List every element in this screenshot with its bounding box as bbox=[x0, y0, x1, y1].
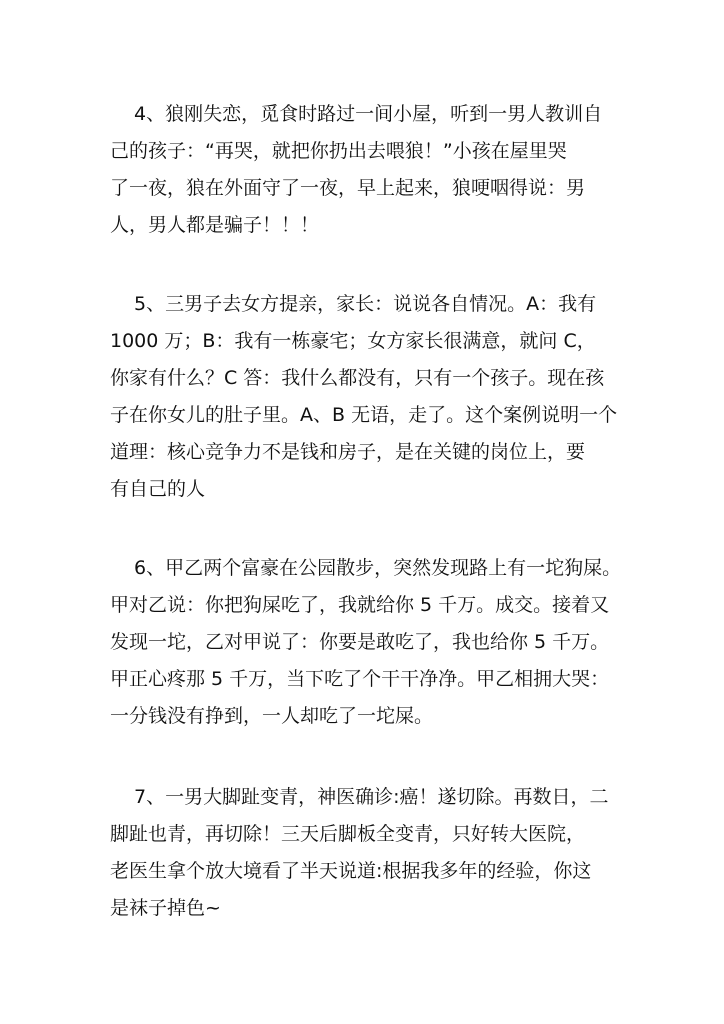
joke-paragraph-5 bbox=[110, 286, 670, 508]
paragraph-line: 4、狼刚失恋，觅食时路过一间小屋，听到一男人教训自 bbox=[134, 103, 603, 125]
joke-paragraph-6 bbox=[110, 550, 670, 735]
paragraph-line: 一分钱没有挣到，一人却吃了一坨屎。 bbox=[110, 705, 434, 727]
joke-paragraph-4 bbox=[110, 96, 670, 244]
paragraph-line: 发现一坨，乙对甲说了：你要是敢吃了，我也给你 5 千万。 bbox=[110, 631, 610, 653]
paragraph-line: 1000 万；B：我有一栋豪宅；女方家长很满意，就问 C， bbox=[110, 330, 596, 352]
paragraph-line: 有自己的人 bbox=[110, 478, 206, 500]
paragraph-line: 6、甲乙两个富豪在公园散步，突然发现路上有一坨狗屎。 bbox=[134, 557, 622, 579]
paragraph-line: 道理：核心竞争力不是钱和房子，是在关键的岗位上，要 bbox=[110, 441, 586, 463]
paragraph-line: 是袜子掉色~ bbox=[110, 897, 221, 919]
paragraph-line: 人，男人都是骗子！！！ bbox=[110, 214, 320, 236]
paragraph-line: 5、三男子去女方提亲，家长：说说各自情况。A：我有 bbox=[134, 293, 597, 315]
paragraph-line: 老医生拿个放大境看了半天说道:根据我多年的经验，你这 bbox=[110, 860, 592, 882]
joke-paragraph-7 bbox=[110, 779, 670, 927]
paragraph-line: 甲正心疼那 5 千万，当下吃了个干干净净。甲乙相拥大哭： bbox=[110, 668, 610, 690]
paragraph-line: 脚趾也青，再切除！三天后脚板全变青，只好转大医院， bbox=[110, 823, 586, 845]
paragraph-line: 了一夜，狼在外面守了一夜，早上起来，狼哽咽得说：男 bbox=[110, 177, 586, 199]
paragraph-line: 7、一男大脚趾变青，神医确诊:癌！遂切除。再数日，二 bbox=[134, 786, 609, 808]
paragraph-line: 子在你女儿的肚子里。A、B 无语，走了。这个案例说明一个 bbox=[110, 404, 618, 426]
paragraph-line: 甲对乙说：你把狗屎吃了，我就给你 5 千万。成交。接着又 bbox=[110, 594, 610, 616]
paragraph-line: 你家有什么？C 答：我什么都没有，只有一个孩子。现在孩 bbox=[110, 367, 605, 389]
paragraph-line: 己的孩子：“再哭，就把你扔出去喂狼！”小孩在屋里哭 bbox=[110, 140, 567, 162]
